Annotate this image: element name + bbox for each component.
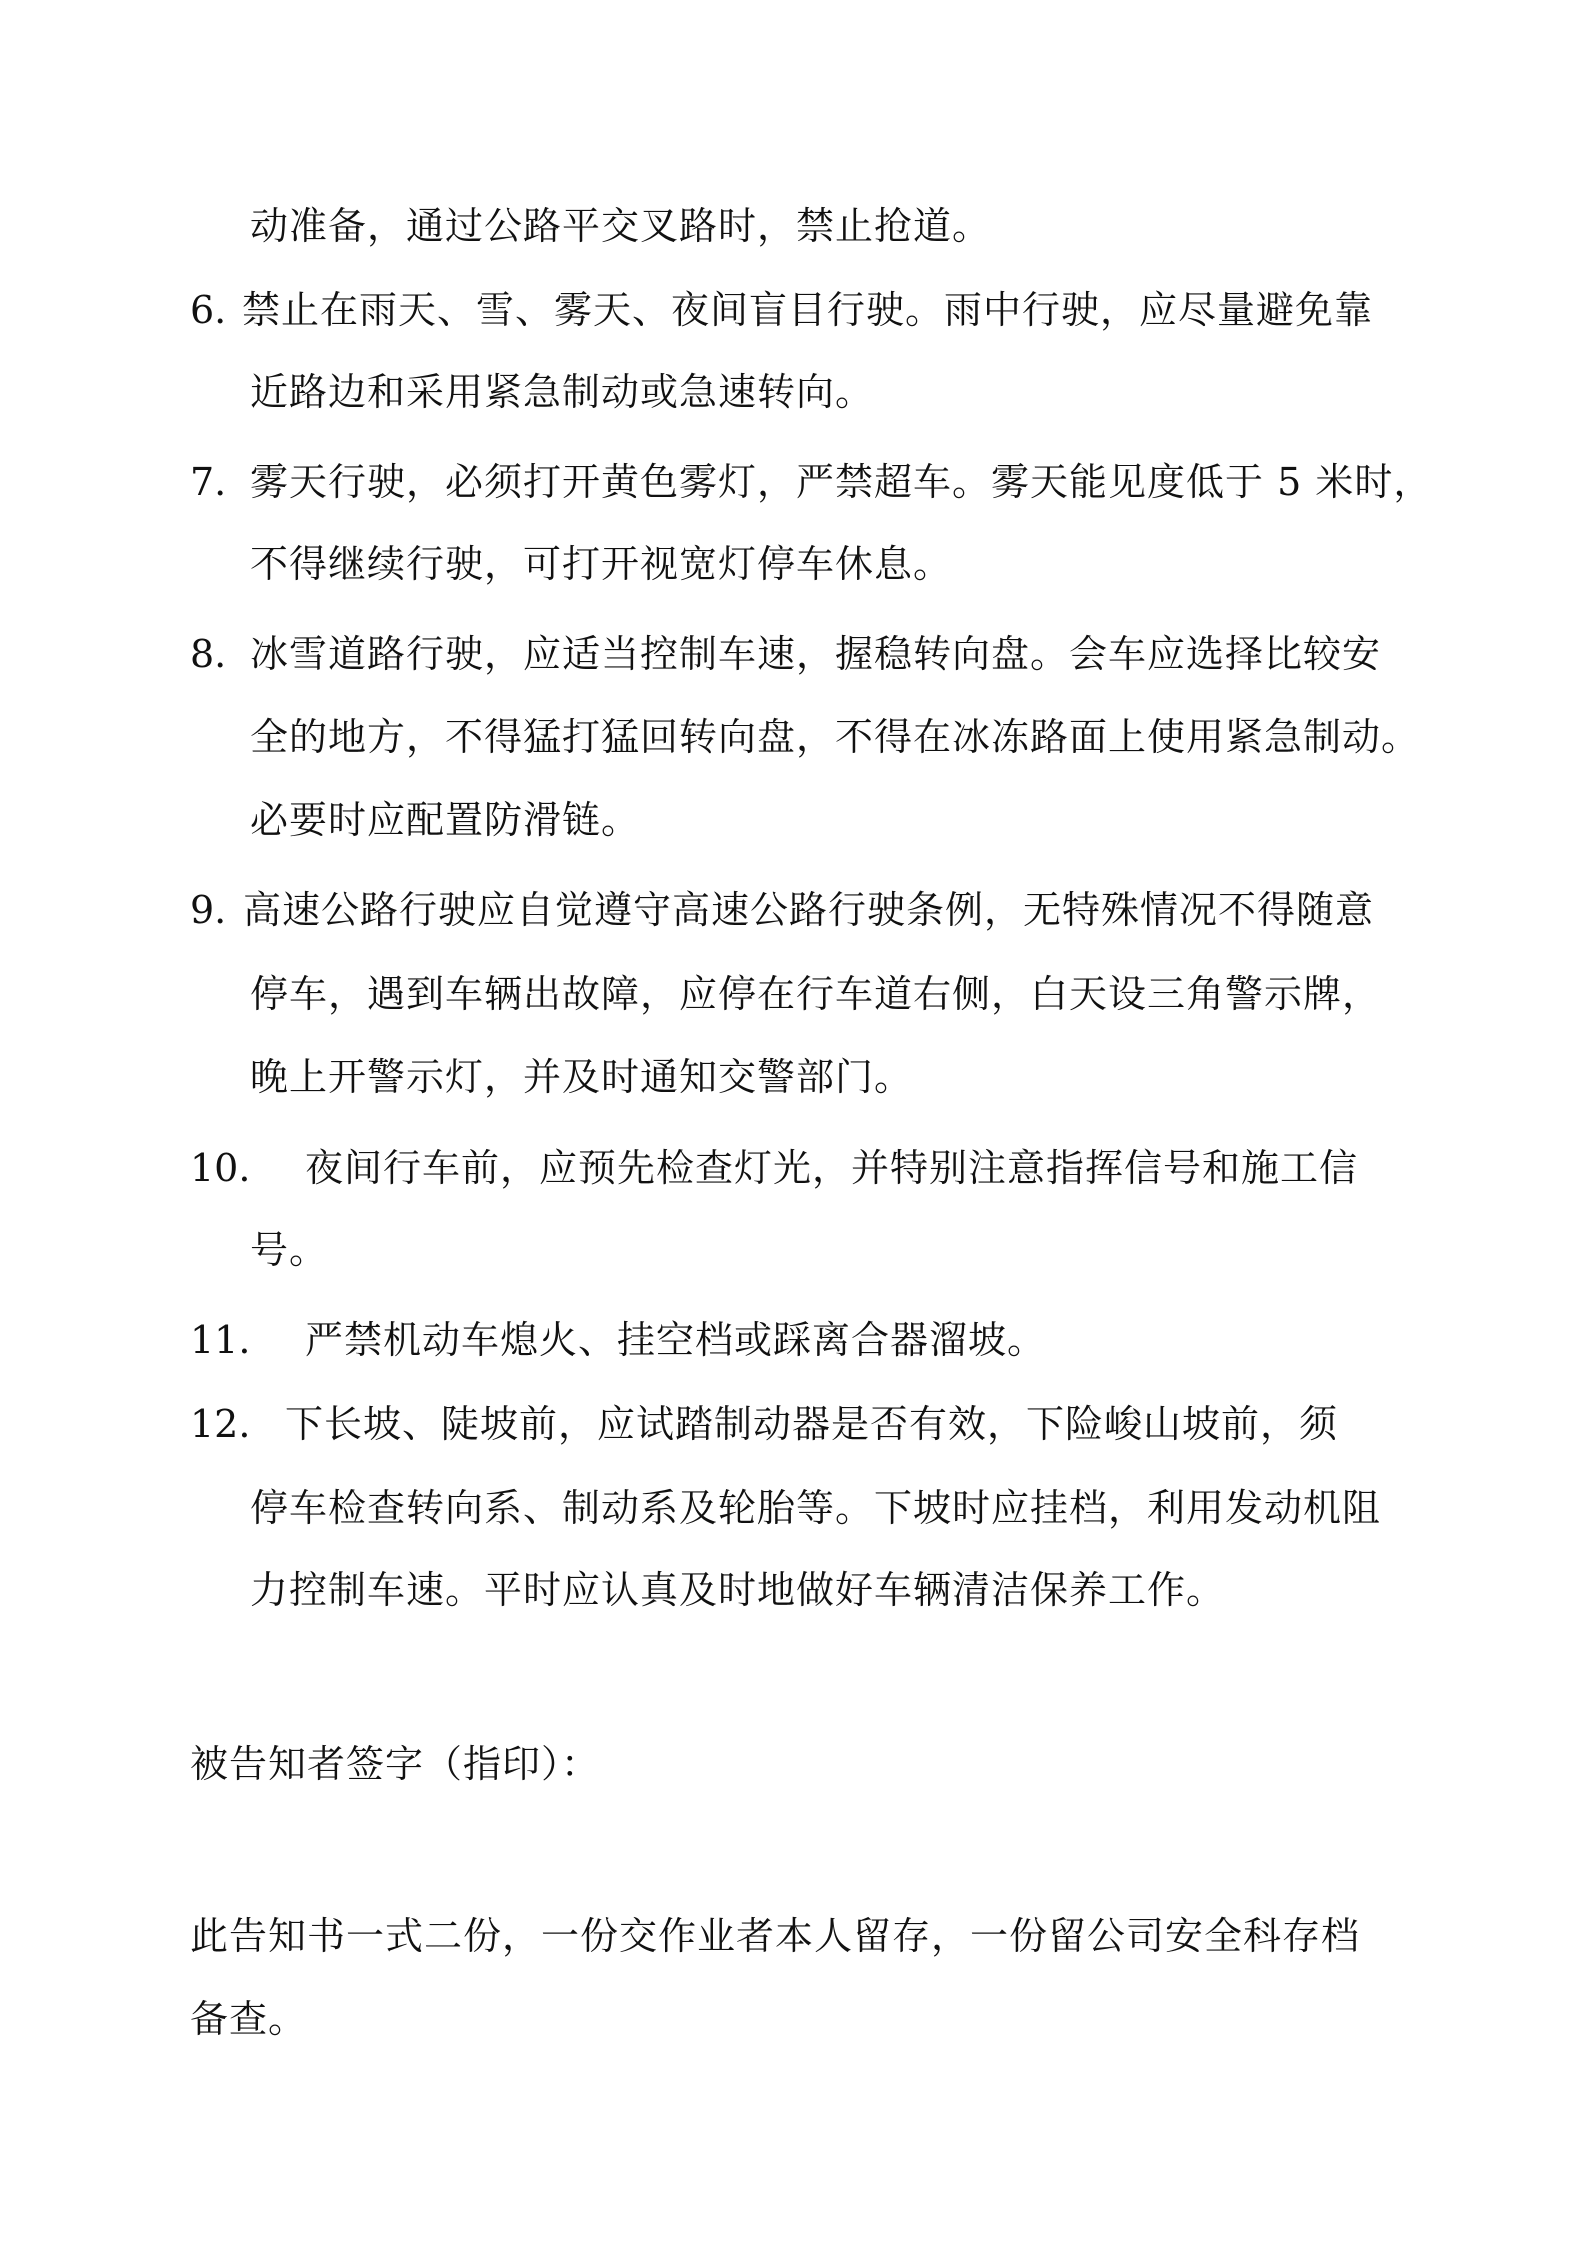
item-text-line: 冰雪道路行驶，应适当控制车速，握稳转向盘。会车应选择比较安: [250, 632, 1382, 676]
item-number: 10.: [190, 1146, 251, 1190]
item-number: 7.: [190, 460, 227, 504]
footer-note-line: 备查。: [190, 1997, 308, 2041]
item-text-line: 禁止在雨天、雪、雾天、夜间盲目行驶。雨中行驶，应尽量避免靠: [242, 288, 1374, 332]
item-number: 6.: [190, 288, 227, 332]
item-text-line: 近路边和采用紧急制动或急速转向。: [250, 370, 875, 414]
item-text-line: 力控制车速。平时应认真及时地做好车辆清洁保养工作。: [250, 1568, 1226, 1612]
continuation-line: 动准备，通过公路平交叉路时，禁止抢道。: [250, 204, 992, 248]
item-text-line: 高速公路行驶应自觉遵守高速公路行驶条例，无特殊情况不得随意: [243, 888, 1375, 932]
item-text-line: 夜间行车前，应预先检查灯光，并特别注意指挥信号和施工信: [305, 1146, 1359, 1190]
item-number: 9.: [190, 888, 227, 932]
item-number: 11.: [190, 1318, 251, 1362]
item-text-line: 全的地方，不得猛打猛回转向盘，不得在冰冻路面上使用紧急制动。: [250, 715, 1421, 759]
item-text-line: 下长坡、陡坡前，应试踏制动器是否有效，下险峻山坡前，须: [285, 1402, 1339, 1446]
item-text-line: 不得继续行驶，可打开视宽灯停车休息。: [250, 542, 953, 586]
item-text-line: 晚上开警示灯，并及时通知交警部门。: [250, 1055, 914, 1099]
item-text-line: 停车检查转向系、制动系及轮胎等。下坡时应挂档，利用发动机阻: [250, 1486, 1382, 1530]
item-number: 12.: [190, 1402, 251, 1446]
item-text-line: 严禁机动车熄火、挂空档或踩离合器溜坡。: [305, 1318, 1047, 1362]
signature-label: 被告知者签字（指印）：: [190, 1742, 601, 1786]
item-text-line: 雾天行驶，必须打开黄色雾灯，严禁超车。雾天能见度低于 5 米时，: [250, 460, 1433, 504]
item-text-line: 号。: [250, 1228, 329, 1272]
item-text-line: 必要时应配置防滑链。: [250, 798, 641, 842]
item-text-line: 停车，遇到车辆出故障，应停在行车道右侧，白天设三角警示牌，: [250, 972, 1382, 1016]
item-number: 8.: [190, 632, 227, 676]
footer-note-line: 此告知书一式二份，一份交作业者本人留存，一份留公司安全科存档: [190, 1914, 1361, 1958]
